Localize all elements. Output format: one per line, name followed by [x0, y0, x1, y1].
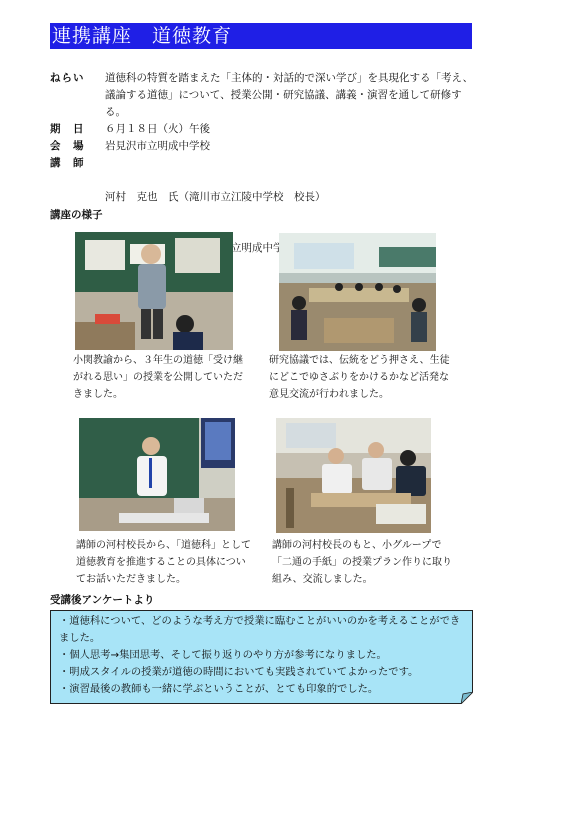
photo-lesson: [75, 232, 233, 350]
survey-item: ・明成スタイルの授業が道徳の時間においても実践されていてよかったです。: [59, 666, 419, 678]
photo-caption-4: 講師の河村校長のもと、小グループで「二通の手紙」の授業プラン作りに取り組み、交流しました。: [272, 540, 452, 585]
venue-row: [50, 138, 475, 155]
lecturer-1: 河村 克也 氏（滝川市立江陵中学校 校長）: [105, 191, 326, 203]
venue-text: 岩見沢市立明成中学校: [105, 140, 210, 152]
photo-caption-2: 研究協議では、伝統をどう押さえ、生徒にどこでゆさぶりをかけるかなど活発な意見交流が行われました。: [269, 355, 450, 400]
survey-box: [50, 610, 473, 704]
photo-caption-1: 小関教諭から、３年生の道徳「受け継がれる思い」の授業を公開していただきました。: [73, 355, 243, 400]
survey-item: ・個人思考→集団思考、そして振り返りのやり方が参考になりました。: [59, 649, 387, 661]
aim-text: 道徳科の特質を踏まえた「主体的・対話的で深い学び」を具現化する「考え、議論する道徳」について、授業公開・研究協議、講義・演習を通して研修する。: [105, 72, 474, 118]
photo-discussion: [279, 233, 436, 351]
photo-group-work: [276, 418, 431, 533]
photo-caption-3: 講師の河村校長から、「道徳科」として道徳教育を推進することの具体についてお話いただきました。: [76, 540, 251, 585]
venue-label: 会 場: [50, 140, 85, 152]
aim-row: [50, 70, 475, 121]
survey-item: ・道徳科について、どのような考え方で授業に臨むことがいいのかを考えることができました。: [59, 615, 461, 644]
page-title: 連携講座 道徳教育: [50, 23, 472, 49]
survey-heading: 受講後アンケートより: [50, 594, 155, 606]
photo-lecture: [79, 418, 235, 531]
date-label: 期 日: [50, 123, 85, 135]
survey-item: ・演習最後の教師も一緒に学ぶということが、とても印象的でした。: [59, 683, 379, 695]
section-heading: 講座の様子: [50, 209, 103, 221]
date-text: ６月１８日（火）午後: [105, 123, 210, 135]
folded-corner-icon: [461, 692, 473, 704]
date-row: [50, 121, 475, 138]
aim-label: ねらい: [50, 72, 85, 84]
lecturer-label: 講 師: [50, 157, 85, 169]
